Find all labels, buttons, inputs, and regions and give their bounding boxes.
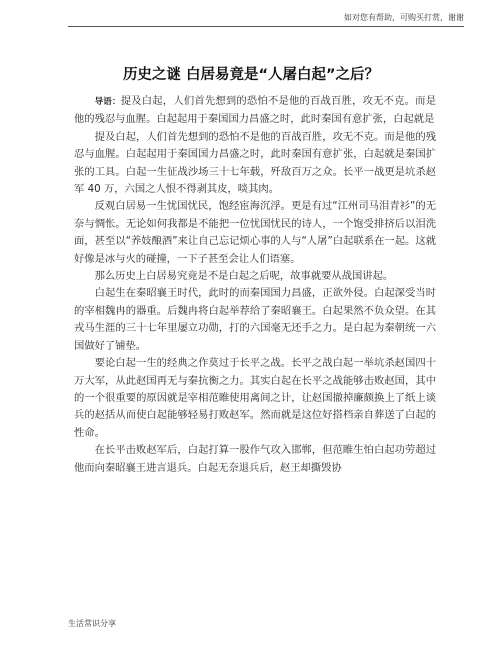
- header-note: 如对您有帮助，可购买打赏，谢谢: [344, 13, 464, 22]
- lead-text: 提及白起，人们首先想到的恐怕不是他的百战百胜，攻无不克。而是他的残忍与血腥。白起起用于秦国国力昌盛之时，此时秦国有意扩张，白起就是: [74, 95, 436, 126]
- paragraph-6: 在长平击败赵军后，白起打算一股作气攻入邯郸，但范睢生怕白起功劳超过他而向秦昭襄王进言退兵。白起无奈退兵后，赵王却撕毁协: [74, 444, 436, 474]
- lead-label: 导语：: [94, 97, 121, 107]
- article-body: [74, 93, 436, 477]
- lead-paragraph: [74, 93, 436, 129]
- paragraph-1: 提及白起，人们首先想到的恐怕不是他的百战百胜，攻无不克。而是他的残忍与血腥。白起起用于秦国国力昌盛之时，此时秦国有意扩张，白起就是秦国扩张的工具。白起一生征战沙场三十七年载，歼敌百万之众。长平一战更是坑杀赵军 40 万，六国之人恨不得剥其皮，啖其肉。: [74, 130, 436, 196]
- paragraph-3: 那么历史上白居易究竟是不是白起之后呢，故事就要从战国讲起。: [94, 270, 394, 283]
- paragraph-2: 反观白居易一生忧国忧民，饱经宦海沉浮。更是有过“江州司马泪青衫”的无奈与惆怅。无论如何我都是不能把一位忧国忧民的诗人，一个饱受排挤后以泪洗面，甚至以“养妓酿酒”来让自己忘记烦心事的人与“人屠”白起联系在一起。这就好像是冰与火的碰撞，一下子甚至会让人们语塞。: [74, 200, 436, 265]
- footer-text: 生活常识分享: [68, 619, 116, 628]
- paragraph-4: 白起生在秦昭襄王时代，此时的而秦国国力昌盛，正欲外侵。白起深受当时的宰相魏冉的器重。后魏冉将白起举荐给了秦昭襄王。白起果然不负众望。在其戎马生涯的三十七年里屡立功勋，打的六国毫无还手之力。是白起为秦朝统一六国做好了铺垫。: [74, 287, 436, 352]
- article-title: 历史之谜 白居易竟是“人屠白起”之后？: [122, 67, 380, 83]
- header-rule: [68, 26, 464, 27]
- paragraph-5: 要论白起一生的经典之作莫过于长平之战。长平之战白起一举坑杀赵国四十万大军，从此赵国再无与秦抗衡之力。其实白起在长平之战能够击败赵国，其中的一个很重要的原因就是宰相范睢使用离间之计，让赵国撤掉廉颇换上了纸上谈兵的赵括从而使白起能够轻易打败赵军。然而就是这位好搭档亲自葬送了白起的性命。: [74, 357, 436, 439]
